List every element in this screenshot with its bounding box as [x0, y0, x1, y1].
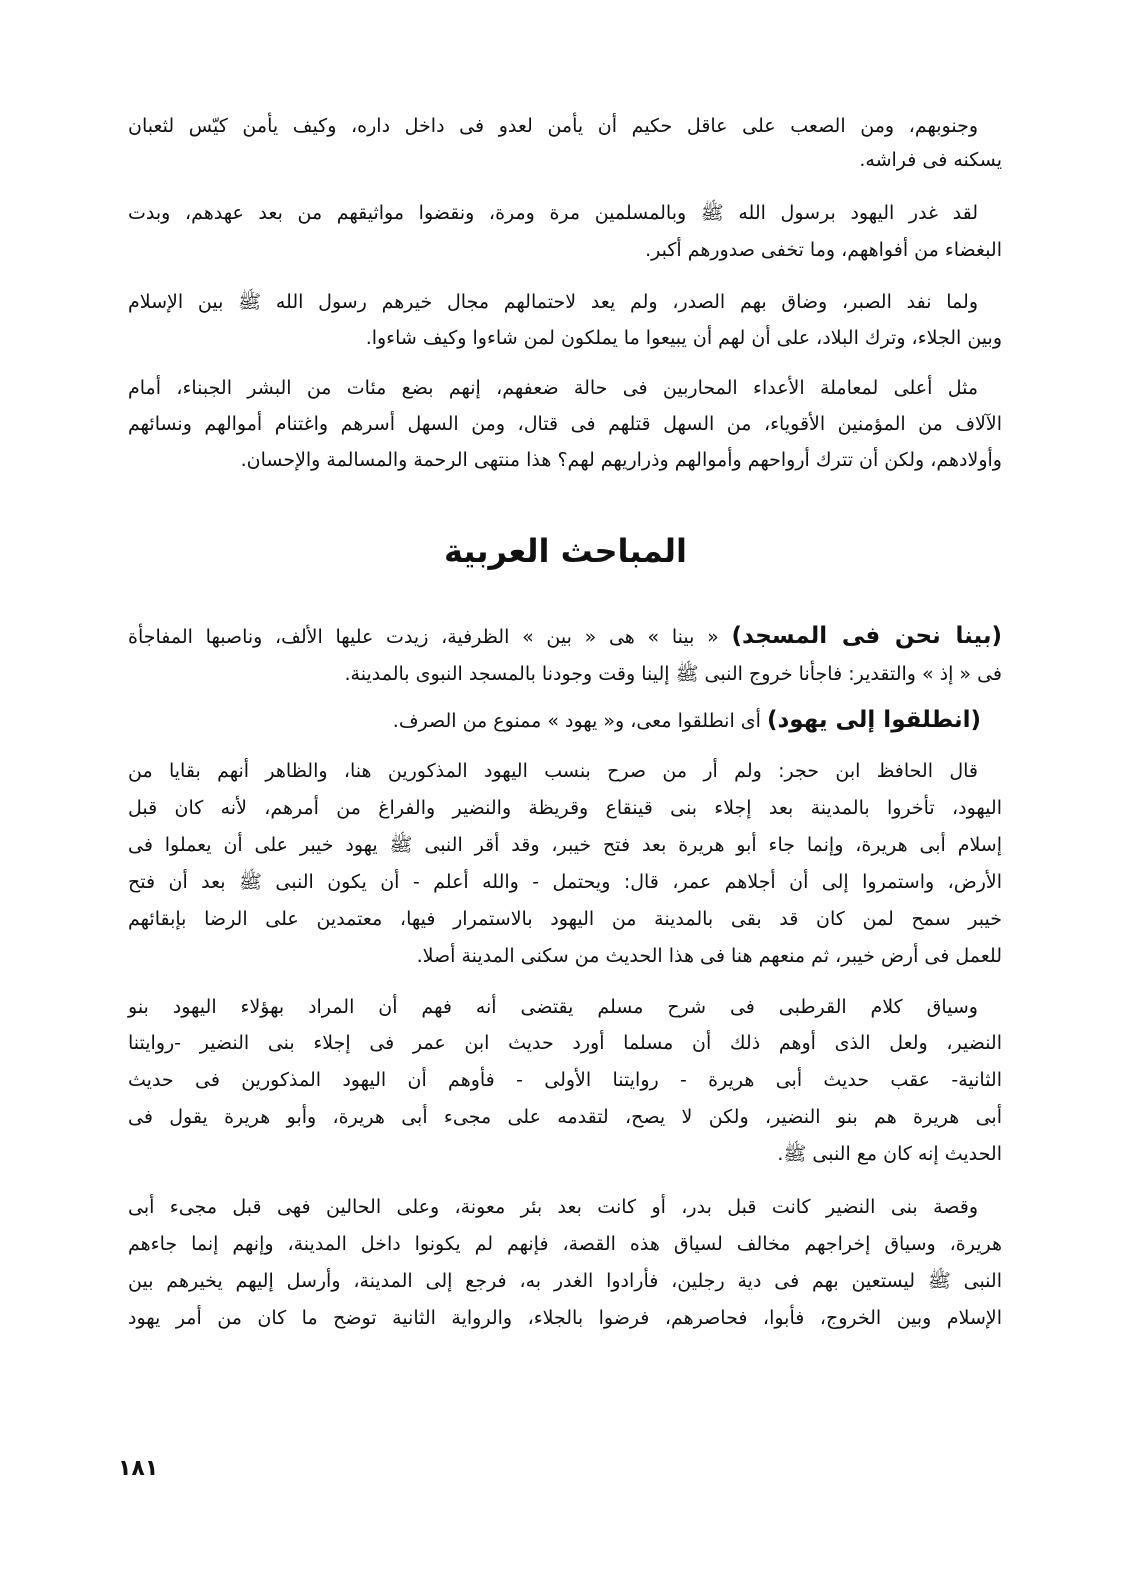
paragraph-line: اليهود، تأخروا بالمدينة بعد إجلاء بنى قينقاع وقريظة والنضير والفراغ من أمرهم، لأنه كان قبل: [128, 797, 1002, 819]
note-term: (بينا نحن فى المسجد): [731, 623, 1003, 649]
paragraph-line: ولما نفد الصبر، وضاق بهم الصدر، ولم يعد لاحتمالهم مجال خيرهم رسول الله ﷺ بين الإسلام: [128, 291, 978, 313]
paragraph-line: وقصة بنى النضير كانت قبل بدر، أو كانت بعد بئر معونة، وعلى الحالين فهى قبل مجىء أبى: [128, 1196, 978, 1218]
paragraph-line: قال الحافظ ابن حجر: ولم أر من صرح بنسب اليهود المذكورين هنا، والظاهر أنهم بقايا من: [128, 760, 978, 782]
note-line: فى « إذ » والتقدير: فاجأنا خروج النبى ﷺ إلينا وقت وجودنا بالمسجد النبوى بالمدينة.: [344, 663, 1002, 685]
paragraph-line: إسلام أبى هريرة، وإنما جاء أبو هريرة بعد فتح خيبر، وقد أقر النبى ﷺ يهود خيبر على أن يعملوا فى: [128, 834, 1002, 856]
note-term: (انطلقوا إلى يهود): [766, 707, 981, 733]
note-text: « بينا » هى « بين » الظرفية، زيدت عليها الألف، وناصبها المفاجأة: [128, 626, 719, 648]
note-line: [393, 706, 981, 735]
paragraph-line: وبين الجلاء، وترك البلاد، على أن لهم أن يبيعوا ما يملكون لمن شاءوا وكيف شاءوا.: [365, 327, 1002, 349]
paragraph-line: وجنوبهم، ومن الصعب على عاقل حكيم أن يأمن لعدو فى داخل داره، وكيف يأمن كيّس لثعبان: [128, 115, 978, 137]
paragraph-line: الحديث إنه كان مع النبى ﷺ.: [777, 1143, 1002, 1165]
paragraph-line: هريرة، وسياق إخراجهم مخالف لسياق هذه القصة، فإنهم لم يكونوا داخل المدينة، وإنهم إنما جاءهم: [128, 1233, 1002, 1255]
page-number: ١٨١: [118, 1456, 159, 1481]
paragraph-line: أبى هريرة هم بنو النضير، ولكن لا يصح، لتقدمه على مجىء أبى هريرة، وأبو هريرة يقول فى: [128, 1106, 1002, 1128]
paragraph-line: مثل أعلى لمعاملة الأعداء المحاربين فى حالة ضعفهم، إنهم بضع مئات من البشر الجبناء، أمام: [128, 377, 978, 399]
paragraph-line: النبى ﷺ ليستعين بهم فى دية رجلين، فأرادوا الغدر به، فرجع إلى المدينة، وأرسل إليهم يخيرهم بين: [128, 1270, 1002, 1292]
paragraph-line: للعمل فى أرض خيبر، ثم منعهم هنا فى هذا الحديث من سكنى المدينة أصلا.: [416, 945, 1002, 967]
paragraph-line: الأرض، واستمروا إلى أن أجلاهم عمر، قال: ويحتمل - والله أعلم - أن يكون النبى ﷺ بعد أن فتح: [128, 871, 1002, 893]
paragraph-line: البغضاء من أفواههم، وما تخفى صدورهم أكبر.: [645, 239, 1002, 261]
section-heading: المباحث العربية: [443, 532, 688, 570]
paragraph-line: خيبر سمح لمن كان قد بقى بالمدينة من اليهود بالاستمرار فيها، معتمدين على الرضا بإبقائهم: [128, 908, 1002, 930]
note-text: أى انطلقوا معى، و« يهود » ممنوع من الصرف.: [392, 710, 761, 732]
paragraph-line: الثانية- عقب حديث أبى هريرة - روايتنا الأولى - فأوهم أن اليهود المذكورين فى حديث: [128, 1069, 1002, 1091]
paragraph-line: الإسلام وبين الخروج، فأبوا، فحاصرهم، فرضوا بالجلاء، والرواية الثانية توضح ما كان من أمر يهود: [128, 1307, 1002, 1329]
paragraph-line: لقد غدر اليهود برسول الله ﷺ وبالمسلمين مرة ومرة، ونقضوا مواثيقهم من بعد عهدهم، وبدت: [128, 202, 978, 224]
paragraph-line: يسكنه فى فراشه.: [859, 149, 1002, 171]
note-line: [128, 622, 1002, 651]
paragraph-line: الآلاف من المؤمنين الأقوياء، من السهل قتلهم فى قتال، ومن السهل أسرهم واغتنام أموالهم ونسائهم: [128, 413, 1002, 435]
paragraph-line: وسياق كلام القرطبى فى شرح مسلم يقتضى أنه فهم أن المراد بهؤلاء اليهود بنو: [128, 996, 978, 1018]
paragraph-line: وأولادهم، ولكن أن تترك أرواحهم وأموالهم وذراريهم لهم؟ هذا منتهى الرحمة والمسالمة والإحسان.: [240, 449, 1002, 471]
paragraph-line: النضير، ولعل الذى أوهم ذلك أن مسلما أورد حديث ابن عمر فى إجلاء بنى النضير -روايتنا: [128, 1032, 1002, 1054]
